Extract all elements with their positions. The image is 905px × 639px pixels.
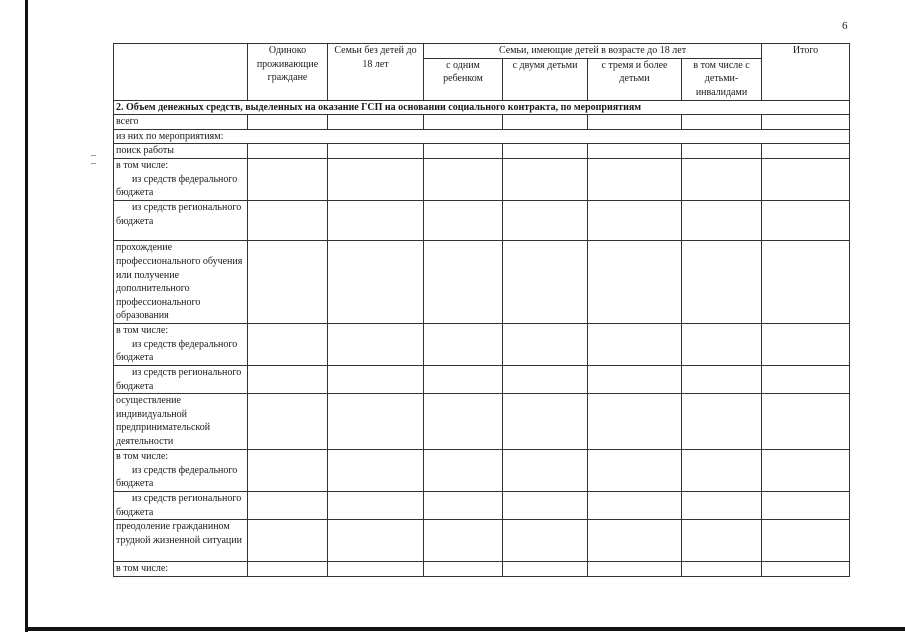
table-cell: [503, 450, 588, 492]
table-cell: [248, 520, 328, 562]
table-cell: [588, 492, 682, 520]
scan-speck: [91, 163, 96, 164]
col-header-single: Одиноко проживающие граждане: [248, 44, 328, 101]
table-cell: [762, 492, 850, 520]
table-cell: [503, 562, 588, 577]
table-cell: [424, 520, 503, 562]
table-row: [114, 492, 850, 520]
row-label-overcoming: преодоление гражданином трудной жизненной ситуации: [114, 520, 248, 562]
table-cell: [503, 240, 588, 323]
table-cell: [588, 450, 682, 492]
table-cell: [503, 158, 588, 200]
table-cell: [682, 323, 762, 365]
table-cell: [424, 115, 503, 130]
table-row: [114, 144, 850, 159]
table-cell: [762, 200, 850, 240]
table-cell: [328, 562, 424, 577]
table-cell: [328, 115, 424, 130]
table-cell: [328, 520, 424, 562]
table-row: [114, 323, 850, 365]
table-cell: [588, 240, 682, 323]
table-cell: [248, 144, 328, 159]
table-cell: [682, 158, 762, 200]
table-cell: [682, 562, 762, 577]
col-header-families-group: Семьи, имеющие детей в возрасте до 18 лет: [424, 44, 762, 59]
table-cell: [424, 200, 503, 240]
table-cell: [762, 365, 850, 393]
table-cell: [424, 450, 503, 492]
table-cell: [328, 492, 424, 520]
table-cell: [588, 562, 682, 577]
table-cell: [424, 323, 503, 365]
page-bottom-border: [25, 627, 905, 631]
table-cell: [248, 562, 328, 577]
table-cell: [762, 562, 850, 577]
col-header-disabled: в том числе с детьми-инвалидами: [682, 58, 762, 100]
section-title-row: [114, 100, 850, 115]
table-cell: [328, 200, 424, 240]
table-cell: [762, 115, 850, 130]
table-cell: [503, 520, 588, 562]
table-cell: [424, 365, 503, 393]
table-cell: [328, 323, 424, 365]
table-row: [114, 450, 850, 492]
table-cell: [762, 240, 850, 323]
table-cell: [328, 144, 424, 159]
table-cell: [588, 520, 682, 562]
table-cell: [588, 394, 682, 450]
table-cell: [682, 450, 762, 492]
table-cell: [248, 200, 328, 240]
federal-label: из средств федерального бюджета: [116, 464, 238, 490]
col-header-childless: Семьи без детей до 18 лет: [328, 44, 424, 101]
table-cell: [424, 144, 503, 159]
table-cell: [503, 200, 588, 240]
header-row-1: [114, 44, 850, 59]
table-cell: [248, 115, 328, 130]
table-cell: [588, 200, 682, 240]
table-cell: [424, 394, 503, 450]
col-header-two-children: с двумя детьми: [503, 58, 588, 100]
table-cell: [762, 323, 850, 365]
table-cell: [328, 394, 424, 450]
row-label-regional: из средств регионального бюджета: [114, 365, 248, 393]
header-empty-cell: [114, 44, 248, 101]
row-label-job-search: поиск работы: [114, 144, 248, 159]
table-cell: [424, 562, 503, 577]
table-cell: [588, 365, 682, 393]
table-cell: [328, 365, 424, 393]
table-cell: [762, 394, 850, 450]
table-cell: [248, 323, 328, 365]
table-cell: [682, 240, 762, 323]
federal-label: из средств федерального бюджета: [116, 338, 238, 364]
row-label-federal: [114, 323, 248, 365]
table-row: [114, 158, 850, 200]
table-cell: [588, 158, 682, 200]
incl-label: в том числе:: [116, 451, 169, 463]
report-table: [113, 43, 850, 577]
table-cell: [503, 115, 588, 130]
table-cell: [762, 450, 850, 492]
table-cell: [503, 144, 588, 159]
table-cell: [682, 520, 762, 562]
table-cell: [682, 200, 762, 240]
table-cell: [682, 144, 762, 159]
table-row: [114, 562, 850, 577]
table-row: [114, 115, 850, 130]
table-cell: [503, 492, 588, 520]
row-label-entrepreneur: осуществление индивидуальной предпринимательской деятельности: [114, 394, 248, 450]
table-cell: [503, 394, 588, 450]
table-cell: [248, 492, 328, 520]
page-left-border: [25, 0, 28, 632]
table-cell: [503, 365, 588, 393]
table-cell: [682, 115, 762, 130]
page-number: 6: [842, 20, 848, 32]
table-cell: [248, 394, 328, 450]
table-cell: [248, 365, 328, 393]
table-row: [114, 200, 850, 240]
row-label-by-measures: из них по мероприятиям:: [114, 129, 850, 144]
table-cell: [503, 323, 588, 365]
row-label-federal: [114, 158, 248, 200]
table-cell: [588, 115, 682, 130]
col-header-one-child: с одним ребенком: [424, 58, 503, 100]
federal-label: из средств федерального бюджета: [116, 173, 238, 199]
table-cell: [424, 492, 503, 520]
table-cell: [588, 144, 682, 159]
table-cell: [682, 365, 762, 393]
table-row: [114, 240, 850, 323]
table-cell: [588, 323, 682, 365]
table-cell: [762, 144, 850, 159]
table-cell: [248, 158, 328, 200]
table-cell: [248, 450, 328, 492]
table-row: [114, 394, 850, 450]
table-cell: [424, 240, 503, 323]
table-cell: [328, 240, 424, 323]
row-label-total: всего: [114, 115, 248, 130]
section-title: 2. Объем денежных средств, выделенных на оказание ГСП на основании социального контракта, по мероприятиям: [114, 100, 850, 115]
table-cell: [328, 158, 424, 200]
table-cell: [328, 450, 424, 492]
row-label-regional: из средств регионального бюджета: [114, 492, 248, 520]
row-label-training: прохождение профессионального обучения или получение дополнительного профессионального образования: [114, 240, 248, 323]
incl-label: в том числе:: [116, 324, 169, 336]
table-cell: [762, 520, 850, 562]
table-cell: [682, 394, 762, 450]
table-cell: [682, 492, 762, 520]
col-header-total: Итого: [762, 44, 850, 101]
col-header-three-plus: с тремя и более детьми: [588, 58, 682, 100]
incl-label: в том числе:: [116, 159, 169, 171]
row-label-federal: [114, 450, 248, 492]
table-cell: [248, 240, 328, 323]
row-label-incl: в том числе:: [114, 562, 248, 577]
row-label-regional: из средств регионального бюджета: [114, 200, 248, 240]
table-row: [114, 129, 850, 144]
table-row: [114, 520, 850, 562]
table-cell: [762, 158, 850, 200]
scan-speck: [91, 155, 96, 156]
table-row: [114, 365, 850, 393]
table-cell: [424, 158, 503, 200]
